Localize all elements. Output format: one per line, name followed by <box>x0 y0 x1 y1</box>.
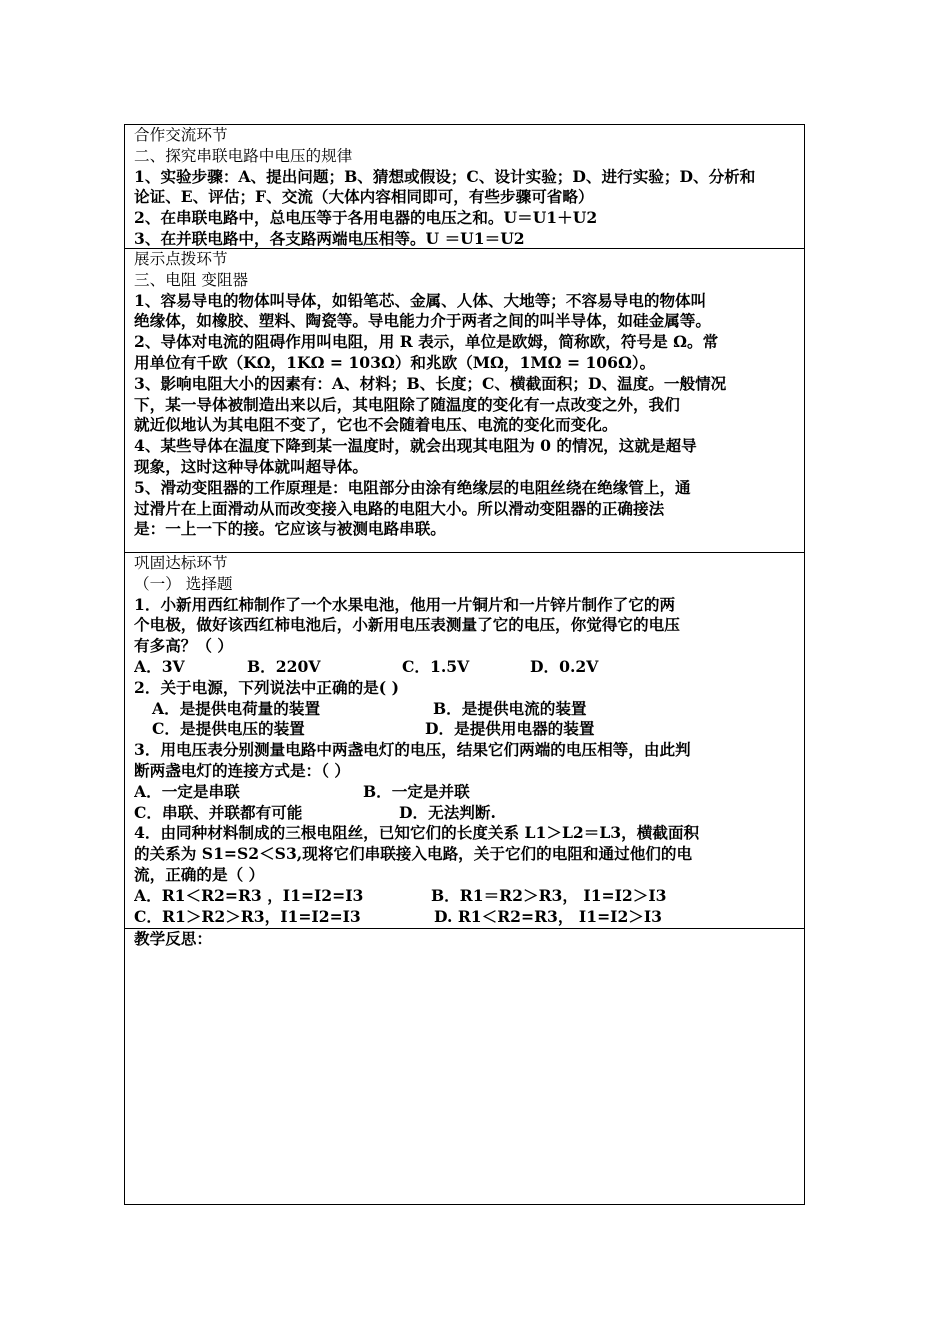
section-heading: 教学反思： <box>134 929 212 948</box>
option-a: A．R1＜R2=R3 ，I1=I2=I3 <box>134 885 364 905</box>
content-line: 过滑片在上面滑动从而改变接入电路的电阻大小。所以滑动变阻器的正确接法 <box>134 498 665 518</box>
question-line: 的关系为 S1=S2＜S3,现将它们串联接入电路，关于它们的电阻和通过他们的电 <box>134 844 693 864</box>
content-line: 1、实验步骤：A、提出问题；B、猜想或假设；C、设计实验；D、进行实验；D、分析和 <box>134 166 756 186</box>
option-d: D．0.2V <box>530 656 599 676</box>
option-row <box>134 699 796 720</box>
content-line: 就近似地认为其电阻不变了，它也不会随着电压、电流的变化而变化。 <box>134 415 618 435</box>
question-2 <box>134 678 796 740</box>
content-line: 下，某一导体被制造出来以后，其电阻除了随温度的变化有一点改变之外，我们 <box>134 394 680 414</box>
option-d: D. R1＜R2=R3， I1=I2＞I3 <box>434 906 663 926</box>
section-subheading: （一） 选择题 <box>134 574 233 593</box>
content-line: 1、容易导电的物体叫导体，如铅笔芯、金属、人体、大地等；不容易导电的物体叫 <box>134 290 707 310</box>
option-a: A．3V <box>134 656 185 676</box>
option-b: B．是提供电流的装置 <box>433 698 587 718</box>
practice-section <box>125 553 804 929</box>
content-line: 4、某些导体在温度下降到某一温度时，就会出现其电阻为 0 的情况，这就是超导 <box>134 436 697 456</box>
option-row <box>134 803 796 824</box>
question-line: 断两盏电灯的连接方式是：（ ） <box>134 760 350 780</box>
option-row <box>134 907 796 928</box>
option-c: C．串联、并联都有可能 <box>134 802 303 822</box>
content-line: 5、滑动变阻器的工作原理是：电阻部分由涂有绝缘层的电阻丝绕在绝缘管上，通 <box>134 477 691 497</box>
content-line: 3、影响电阻大小的因素有：A、材料；B、长度；C、横截面积；D、温度。一般情况 <box>134 373 727 393</box>
option-b: B．一定是并联 <box>363 781 470 801</box>
reflection-section <box>125 929 804 1204</box>
option-c: C．是提供电压的装置 <box>152 719 305 739</box>
option-c: C．1.5V <box>402 656 470 676</box>
cooperation-section <box>125 125 804 249</box>
option-b: B．R1＝R2＞R3， I1=I2＞I3 <box>431 885 667 905</box>
option-c: C．R1＞R2＞R3，I1=I2=I3 <box>134 906 361 926</box>
option-row <box>134 782 796 803</box>
option-a: A．是提供电荷量的装置 <box>152 698 321 718</box>
content-line: 2、在串联电路中，总电压等于各用电器的电压之和。U＝U1＋U2 <box>134 208 598 228</box>
section-subheading: 二、探究串联电路中电压的规律 <box>134 146 353 165</box>
question-line: 2．关于电源，下列说法中正确的是( ) <box>134 677 399 697</box>
content-line: 3、在并联电路中，各支路两端电压相等。U ＝U1＝U2 <box>134 228 525 248</box>
lesson-table <box>124 124 805 1205</box>
option-d: D．无法判断. <box>399 802 496 822</box>
option-a: A．一定是串联 <box>134 781 240 801</box>
question-3 <box>134 740 796 823</box>
section-heading: 展示点拨环节 <box>134 250 228 268</box>
question-line: 个电极，做好该西红柿电池后，小新用电压表测量了它的电压，你觉得它的电压 <box>134 615 680 635</box>
section-heading: 巩固达标环节 <box>134 554 228 572</box>
content-line: 用单位有千欧（KΩ，1KΩ = 103Ω）和兆欧（MΩ，1MΩ = 106Ω）。 <box>134 352 656 372</box>
question-line: 4．由同种材料制成的三根电阻丝，已知它们的长度关系 L1＞L2＝L3，横截面积 <box>134 823 700 843</box>
option-d: D．是提供用电器的装置 <box>425 719 595 739</box>
content-line: 绝缘体，如橡胶、塑料、陶瓷等。导电能力介于两者之间的叫半导体，如硅金属等。 <box>134 311 711 331</box>
explanation-section <box>125 249 804 553</box>
option-b: B．220V <box>247 656 321 676</box>
option-row <box>134 719 796 740</box>
question-line: 1．小新用西红柿制作了一个水果电池，他用一片铜片和一片锌片制作了它的两 <box>134 594 676 614</box>
question-line: 流，正确的是（ ） <box>134 864 265 884</box>
content-line: 是：一上一下的接。它应该与被测电路串联。 <box>134 519 446 539</box>
section-subheading: 三、电阻 变阻器 <box>134 270 249 289</box>
option-row <box>134 657 796 678</box>
content-line: 2、导体对电流的阻碍作用叫电阻，用 R 表示，单位是欧姆，简称欧，符号是 Ω。常 <box>134 332 719 352</box>
question-1 <box>134 595 796 678</box>
content-line: 现象，这时这种导体就叫超导体。 <box>134 456 368 476</box>
question-4 <box>134 823 796 927</box>
section-heading: 合作交流环节 <box>134 126 228 144</box>
question-line: 有多高？（ ） <box>134 636 233 656</box>
option-row <box>134 886 796 907</box>
question-line: 3．用电压表分别测量电路中两盏电灯的电压，结果它们两端的电压相等，由此判 <box>134 740 691 760</box>
content-line: 论证、E、评估；F、交流（大体内容相同即可，有些步骤可省略） <box>134 187 594 207</box>
